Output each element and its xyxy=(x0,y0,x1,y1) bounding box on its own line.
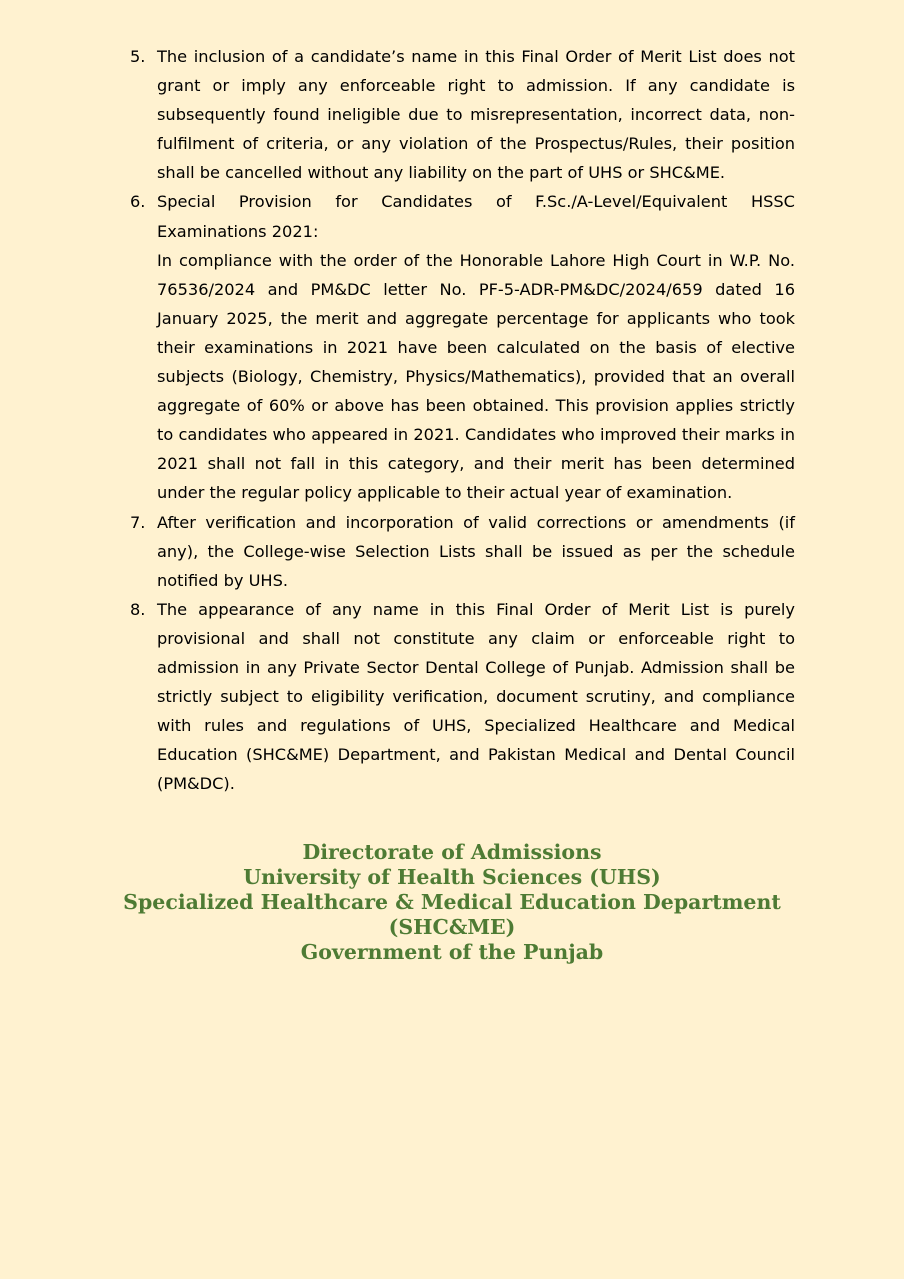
notes-list xyxy=(130,42,795,798)
university-line: University of Health Sciences (UHS) xyxy=(243,865,661,889)
signature-block xyxy=(0,840,904,965)
directorate-line: Directorate of Admissions xyxy=(302,840,602,864)
item-number: 6. xyxy=(130,192,146,212)
list-item-6 xyxy=(130,187,795,507)
item-paragraph: The appearance of any name in this Final Order of Merit List is purely provisional and shall not constitute any claim or enforceable right to admission in any Private Sector Dental College of Punjab. Admission shall be strictly subject to eligibility verification, document scrutiny, and compliance with rules and regulations of UHS, Specialized Healthcare and Medical Education (SHC&ME) Department, and Pakistan Medical and Dental Council (PM&DC). xyxy=(157,599,795,794)
item-paragraph: In compliance with the order of the Honorable Lahore High Court in W.P. No. 76536/2024 and PM&DC letter No. PF-5-ADR-PM&DC/2024/659 dated 16 January 2025, the merit and aggregate percentage for applicants who took their examinations in 2021 have been calculated on the basis of elective subjects (Biology, Chemistry, Physics/Mathematics), provided that an overall aggregate of 60% or above has been obtained. This provision applies strictly to candidates who appeared in 2021. Candidates who improved their marks in 2021 shall not fall in this category, and their merit has been determined under the regular policy applicable to their actual year of examination. xyxy=(157,250,795,503)
government-line: Government of the Punjab xyxy=(300,940,604,964)
department-line: Specialized Healthcare & Medical Education Department (SHC&ME) xyxy=(123,890,781,939)
item-number: 7. xyxy=(130,512,146,532)
item-number: 5. xyxy=(130,47,146,66)
list-item-7 xyxy=(130,508,795,595)
item-paragraph: After verification and incorporation of valid corrections or amendments (if any), the College-wise Selection Lists shall be issued as per the schedule notified by UHS. xyxy=(157,512,795,590)
item-number: 8. xyxy=(130,599,146,619)
item-heading: Special Provision for Candidates of F.Sc./A-Level/Equivalent HSSC Examinations 2021: xyxy=(157,192,795,241)
list-item-8 xyxy=(130,595,795,799)
item-paragraph: The inclusion of a candidate’s name in this Final Order of Merit List does not grant or imply any enforceable right to admission. If any candidate is subsequently found ineligible due to misrepresentation, incorrect data, non-fulfilment of criteria, or any violation of the Prospectus/Rules, their position shall be cancelled without any liability on the part of UHS or SHC&ME. xyxy=(157,47,795,183)
list-item-5 xyxy=(130,42,795,187)
